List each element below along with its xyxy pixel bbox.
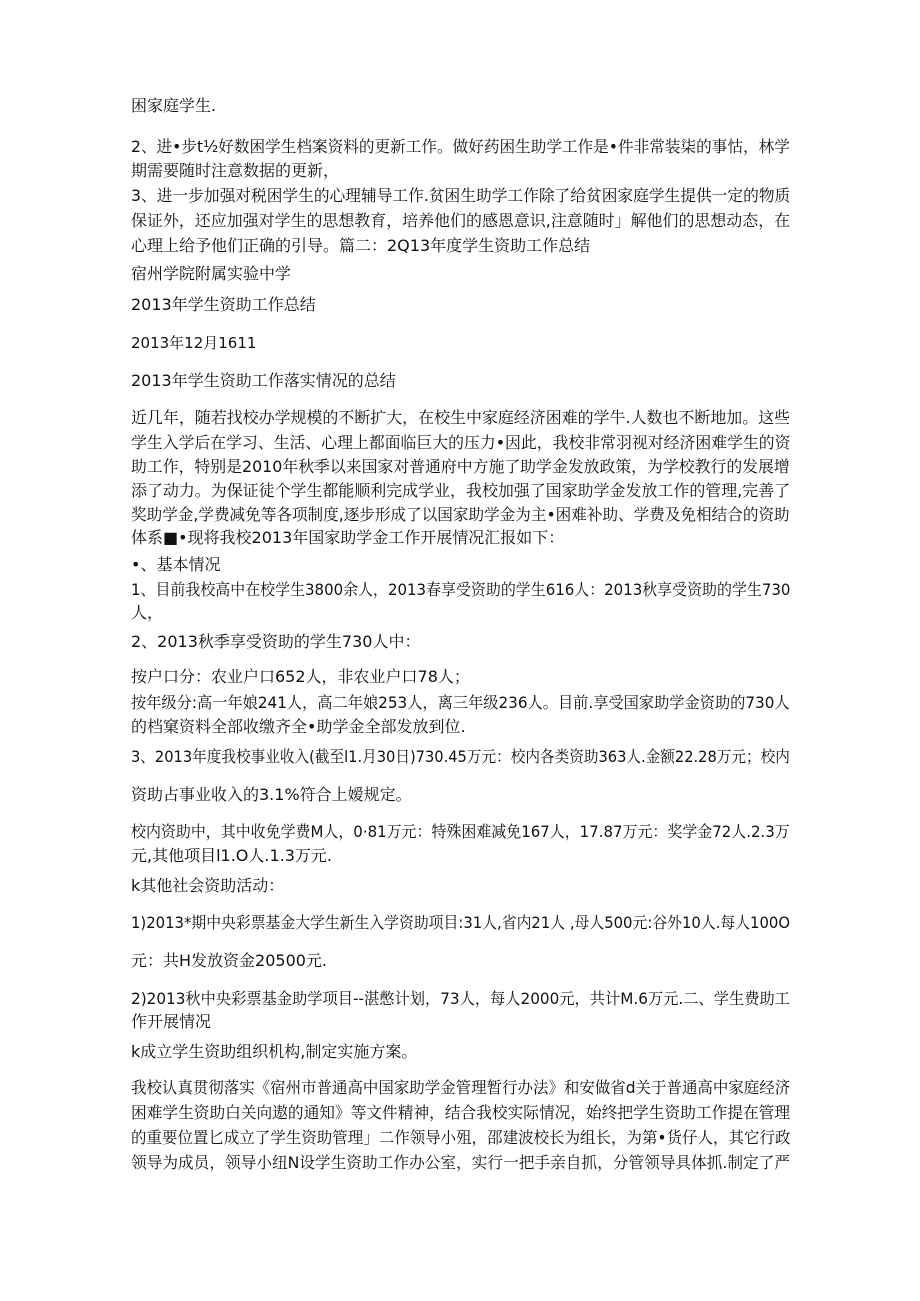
text-line: 2、2013秋季享受资助的学生730人中： [131,632,421,651]
text-line: 奖助学金,学费减免等各项制度,逐步形成了以国家助学金为主•困难补助、学费及免相结合的资助 [131,505,790,524]
text-line: 按年级分:高一年娘241人，高二年娘253人，离三年级236人。目前.享受国家助学金资助的730人 [131,693,790,712]
text-line: 的重要位置匕成立了学生资助管理」二作领导小殂，邵建波校长为组长，为第•货仔人，其它行政 [131,1128,791,1147]
text-line: 我校认真贯彻落实《宿州市普通高中国家助学金管理暂行办法》和安做省d关于普通高中家庭经济 [131,1078,791,1097]
text-line: 人， [131,603,164,622]
text-line: 保证外，还应加强对学生的思想教育，培养他们的感恩意识,注意随时」解他们的思想动态，在 [131,211,791,230]
text-line: 3、2013年度我校事业收入(截至l1.月30日)730.45万元：校内各类资助363人.金额22.28万元；校内 [131,747,790,766]
text-line: 资助占事业收入的3.1%符合上嫒规定。 [131,785,412,804]
text-line: 2013年学生资助工作总结 [131,295,316,314]
text-line: 困家庭学生. [131,96,217,115]
text-line: 领导为成员，领导小纽N设学生资助工作办公室，实行一把手亲自抓，分管领导具体抓.制定了严 [131,1153,791,1172]
text-line: 添了动力。为保证徒个学生都能顺利完成学业，我校加强了国家助学金发放工作的管理,完善了 [131,481,791,500]
text-line: k成立学生资助组织机构,制定实施方案。 [131,1042,418,1061]
text-line: 校内资助中，其中收免学费M人，0·81万元：特殊困难减免167人，17.87万元：奖学金72⼈.2.3万 [131,822,790,841]
text-line: 期需要随时注意数据的更新， [131,161,340,180]
text-line: 作开展情况 [131,1012,212,1031]
text-line: 助工作，特别是2010年秋季以来国家对普通府中方施了助学金发放政策，为学校教行的发展增 [131,457,790,476]
text-line: 的档窠资料全部收缴齐全•助学金全部发放到位. [131,717,466,736]
text-line: 困难学生资助白关向遨的通知》等文件精神，结合我校实际情况，始终把学生资助工作提在管理 [131,1103,791,1122]
text-line: 1、目前我校高中在校学生3800余人，2013春享受资助的学生616人：2013秋享受资助的学生730 [131,580,791,599]
text-line: 近几年，随若找校办学规模的不断扩大，在校生中家庭经济困难的学牛.人数也不断地加。这些 [131,408,791,427]
text-line: 2013年学生资助工作落实情况的总结 [131,371,396,390]
text-line: k其他社会资助活动： [131,876,285,895]
text-line: 按户口分：农业户口652人，非农业户口78人； [131,667,470,686]
text-line: 1)2013*期中央彩票基金大学生新生入学资助项目:31人,省内21人 ,母人500元:谷外10人.每人100O [131,913,791,932]
text-line: 2)2013秋中央彩票基金助学项目--湛憋计划，73人，每人2000元，共计M.6万元.二、学生费助工 [131,989,790,1008]
text-line: •、基本情况 [131,555,221,574]
text-line: 3、进一步加强对税困学生的心理辅导工作.贫困生助学工作除了给贫困家庭学生提供一定的物质 [131,186,791,205]
text-line: 元,其他项目l1.O人.1.3万元. [131,846,333,865]
text-line: 心理上给予他们正确的引导。篇二：2Q13年度学生资助工作总结 [131,236,591,255]
text-line: 宿州学院附属实验中学 [131,264,292,283]
text-line: 学生入学后在学习、生活、心理上都面临巨大的压力•因此，我校非常羽视对经济困难学生的资 [131,433,791,452]
text-line: 2013年12月1611 [131,334,257,352]
text-line: 元：共H发放资金20500元. [131,951,328,970]
text-line: 体系■•现将我校2013年国家助学金工作开展情况汇报如下： [131,528,565,547]
text-line: 2、进•步t½好数困学生档案资料的更新工作。做好药困生助学工作是•件非常装柒的事怙，林学 [131,137,790,156]
